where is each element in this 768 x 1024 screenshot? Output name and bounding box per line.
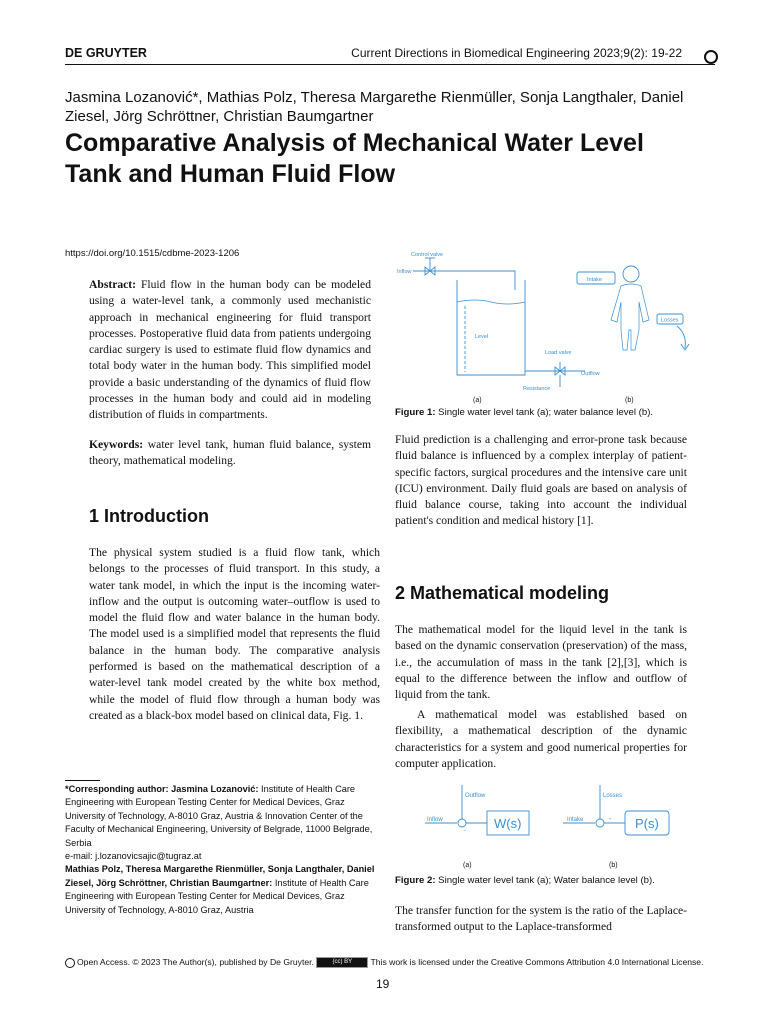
losses-curved-arrow	[677, 326, 689, 350]
article-title: Comparative Analysis of Mechanical Water Level Tank and Human Fluid Flow	[65, 129, 644, 188]
license-text: This work is licensed under the Creative Commons Attribution 4.0 International License.	[370, 957, 704, 967]
label-resistance: Resistance	[523, 386, 551, 392]
figure-1-caption-label: Figure 1:	[395, 407, 436, 418]
coauthors-label: Mathias Polz, Theresa Margarethe Rienmüller, Sonja Langthaler, Daniel Ziesel, Jörg Schröttner, Christian Baumgartner:	[65, 864, 375, 888]
figure-1-panel-a-label: (a)	[473, 397, 482, 404]
keywords	[89, 437, 371, 470]
open-access-footer-icon	[65, 958, 75, 968]
open-access-icon	[704, 50, 718, 64]
section-heading-introduction: 1 Introduction	[89, 506, 209, 526]
author-footnote	[65, 783, 377, 917]
author-email[interactable]: e-mail: j.lozanovicsajic@tugraz.at	[65, 851, 202, 862]
transfer-function-paragraph: The transfer function for the system is the ratio of the Laplace-transformed output to the Laplace-transformed	[395, 904, 687, 934]
page-number: 19	[376, 977, 390, 991]
introduction-paragraph: The physical system studied is a fluid flow tank, which belongs to the processes of fluid transport. In this study, a water tank model, in which the input is the incoming water-inflow and the output is outcoming water–outflow is used to model the fluid flow and water balance in the human body. The model used is a simplified model that represents the fluid balance in the human body. The comparative analysis performed is based on the mathematical description of a water-level tank model created by the white box method, while the model of fluid flow through a human body was created as a black-box model based on clinical data, Fig. 1.	[89, 546, 380, 722]
journal-citation: Current Directions in Biomedical Engineering 2023;9(2): 19-22	[351, 46, 682, 60]
figure-2-caption-label: Figure 2:	[395, 875, 436, 886]
figure-2-panel-b-label: (b)	[609, 862, 618, 869]
fig2-minus-sign-a: -	[464, 828, 466, 834]
figure-1-caption-text: Single water level tank (a); water balance level (b).	[435, 407, 654, 418]
label-load-valve: Load valve	[545, 350, 572, 356]
corresponding-author-affiliation: Institute of Health Care Engineering with European Testing Center for Medical Devices, Graz University of Technology, A-8010 Graz, Austria & Innovation Center of the Faculty of Mechanical Engineering, University of Belgrade, 11000 Belgrade, Serbia	[65, 784, 373, 848]
keywords-text: water level tank, human fluid balance, system theory, mathematical modeling.	[89, 438, 371, 468]
figure-2-diagram	[395, 775, 690, 875]
figure-2-panel-a-label: (a)	[463, 862, 472, 869]
fluid-prediction-paragraph: Fluid prediction is a challenging and error-prone task because fluid balance is influenced by a complex interplay of patient-specific factors, surgical procedures and the intensive care unit (ICU) environment. Daily fluid goals are based on analysis of fluid balance course, taking into account the individual patient's condition and medical history [1].	[395, 433, 687, 528]
publisher-name: DE GRUYTER	[65, 46, 147, 60]
fig2-label-intake: Intake	[567, 817, 584, 823]
fig2-label-outflow: Outflow	[465, 793, 486, 799]
math-paragraph-2: A mathematical model was established based on flexibility, a mathematical description of the dynamic characteristics for a system and good numerical properties for computer application.	[395, 708, 687, 770]
fig2-summing-junction-b	[596, 819, 604, 827]
author-list: Jasmina Lozanović*, Mathias Polz, Theresa Margarethe Rienmüller, Sonja Langthaler, Daniel Ziesel, Jörg Schröttner, Christian Baumgartner	[65, 89, 684, 125]
label-level: Level	[475, 334, 489, 340]
figure-1-caption	[395, 407, 695, 418]
section-heading-mathematical-modeling: 2 Mathematical modeling	[395, 583, 610, 603]
abstract-text: Fluid flow in the human body can be modeled using a water-level tank, a commonly used mechanistic approach in mechanical engineering for fluid transport processes. Postoperative fluid data from patients undergoing cardiac surgery is used to estimate fluid flow dynamics and total body water in the human body. This simplified model provide a basic understanding of the dynamics of fluid flow processes in the human body and could aid in modeling distribution of fluids in compartments.	[89, 278, 371, 422]
label-outflow: Outflow	[581, 371, 600, 377]
abstract	[89, 277, 371, 424]
fig2-ps-label: P(s)	[635, 816, 659, 831]
coauthors-affiliation: Institute of Health Care Engineering with European Testing Center for Medical Devices, Graz University of Technology, A-8010 Graz, Austria	[65, 877, 369, 915]
corresponding-author-label: *Corresponding author: Jasmina Lozanović:	[65, 784, 259, 794]
water-surface	[457, 300, 525, 304]
header-rule	[65, 64, 715, 65]
license-copyright: Open Access. © 2023 The Author(s), published by De Gruyter.	[77, 957, 314, 967]
figure-2-caption	[395, 875, 695, 886]
figure-1-panel-b-label: (b)	[625, 397, 634, 404]
fig2-label-losses: Losses	[603, 793, 623, 799]
cc-by-badge[interactable]: (cc) BY	[316, 957, 368, 968]
label-losses: Losses	[661, 317, 679, 324]
label-intake: Intake	[587, 277, 602, 283]
fig2-summing-junction-a	[458, 819, 466, 827]
tank-walls	[457, 280, 525, 375]
fig2-label-inflow: Inflow	[427, 817, 443, 823]
figure-2-caption-text: Single water level tank (a); Water balance level (b).	[435, 875, 655, 886]
footnote-rule	[65, 780, 100, 781]
fig2-minus-sign-b: -	[609, 816, 612, 823]
doi-link[interactable]: https://doi.org/10.1515/cdbme-2023-1206	[65, 248, 240, 259]
human-head-icon	[623, 266, 639, 282]
license-statement	[77, 956, 717, 968]
fig2-ws-label: W(s)	[494, 816, 522, 831]
figure-1-diagram	[395, 250, 690, 408]
human-body-icon	[611, 284, 649, 350]
keywords-label: Keywords:	[89, 438, 144, 451]
label-inflow: Inflow	[397, 269, 412, 275]
inflow-pipe	[413, 271, 515, 290]
math-paragraph-1: The mathematical model for the liquid level in the tank is based on the dynamic conservation (preservation) of the mass, i.e., the accumulation of mass in the tank [2],[3], which is equal to the difference between the inflow and outflow of liquid from the tank.	[395, 623, 687, 702]
label-control-valve: Control valve	[411, 252, 444, 258]
abstract-label: Abstract:	[89, 278, 137, 291]
